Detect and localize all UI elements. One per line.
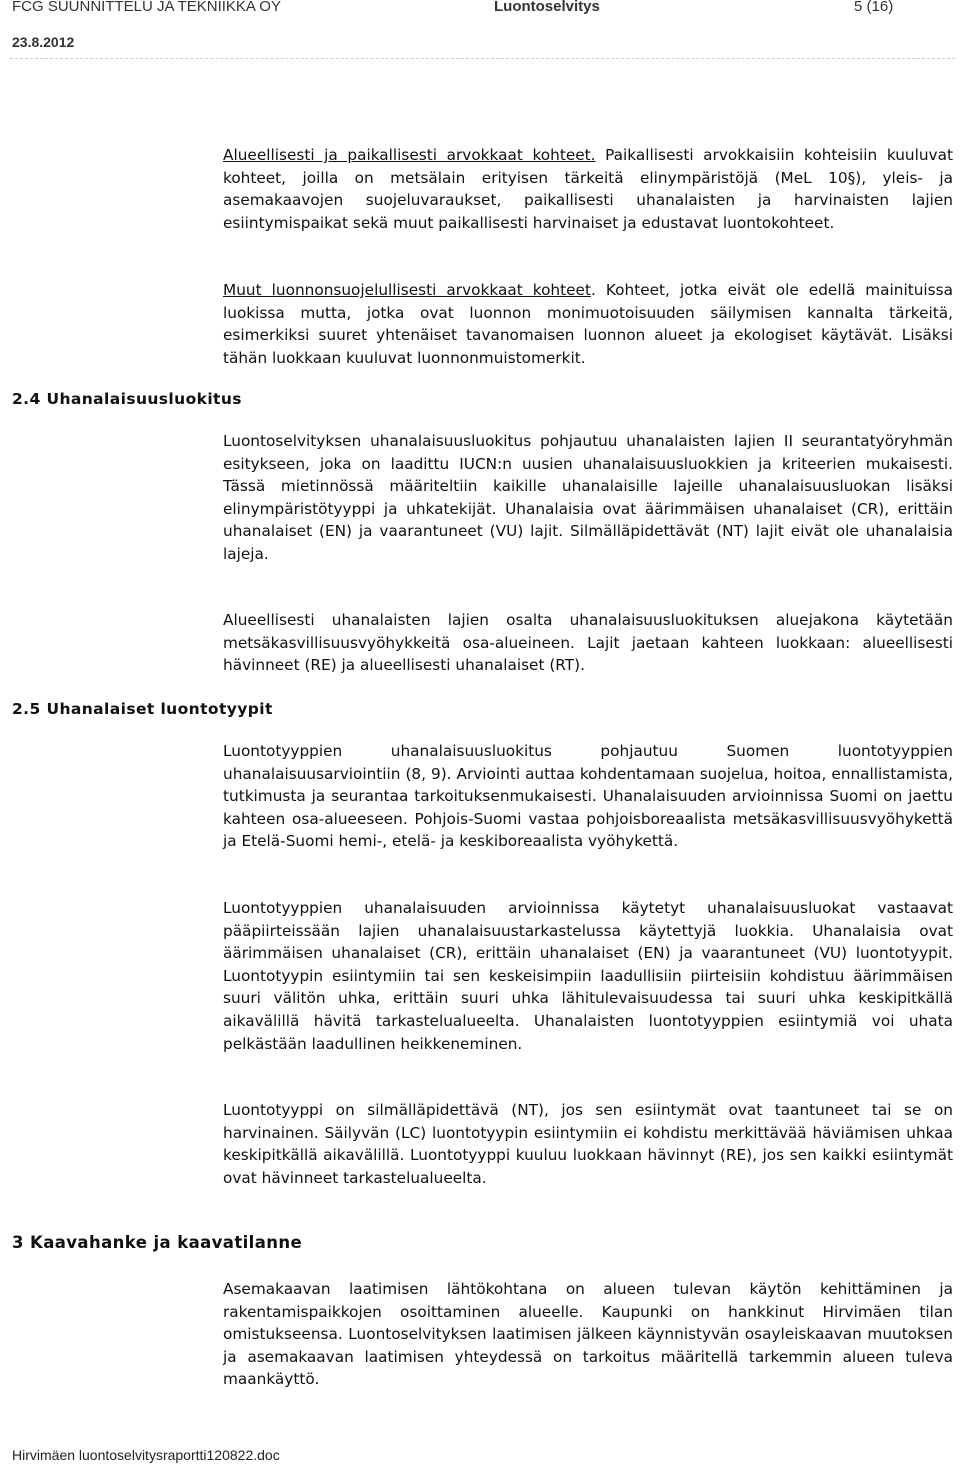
paragraph-other-valuable-body: . Kohteet, jotka eivät ole edellä mainituissa luokissa mutta, jotka ovat luonnon monimuotoisuuden säilymisen kannalta tärkeitä, esimerkiksi suuret yhtenäiset tavanomaisen luonnon alueet ja ekologiset käytävät. Lisäksi tähän luokkaan kuuluvat luonnonmuistomerkit. <box>223 281 953 367</box>
paragraph-other-valuable <box>223 279 953 369</box>
paragraph-habitat-categories: Luontotyyppien uhanalaisuuden arvioinnissa käytetyt uhanalaisuusluokat vastaavat pääpiirteissään lajien uhanalaisuustarkastelussa käytettyjä luokkia. Uhanalaisia ovat äärimmäisen uhanalaiset (CR), erittäin uhanalaiset (EN) ja vaarantuneet (VU) luontotyypit. Luontotyypin esiintymiin tai sen keskeisimpiin laadullisiin piirteisiin kohdistuu äärimmäisen suuri välitön uhka, erittäin suuri uhka lähitulevaisuudessa tai suuri uhka keskipitkällä aikavälillä hävitä tarkastelualueelta. Uhanalaisten luontotyyppien esiintymiä voi uhata pelkästään laadullinen heikkeneminen. <box>223 899 953 1053</box>
paragraph-habitat-nt: Luontotyyppi on silmälläpidettävä (NT), jos sen esiintymät ovat taantuneet tai se on harvinainen. Säilyvän (LC) luontotyypin esiintymiin ei kohdistu merkittävää häviämisen uhkaa keskipitkällä aikavälillä. Luontotyyppi kuuluu luokkaan hävinnyt (RE), jos sen kaikki esiintymät ovat hävinneet tarkastelualueelta. <box>223 1101 953 1187</box>
paragraph-local-valuable-title: Alueellisesti ja paikallisesti arvokkaat kohteet. <box>223 146 596 164</box>
heading-3: 3 Kaavahanke ja kaavatilanne <box>12 1233 303 1252</box>
paragraph-other-valuable-title: Muut luonnonsuojelullisesti arvokkaat kohteet <box>223 281 591 299</box>
heading-2-4: 2.4 Uhanalaisuusluokitus <box>12 390 242 408</box>
page-number: 5 (16) <box>854 0 894 15</box>
header-divider <box>10 58 955 59</box>
paragraph-local-valuable <box>223 144 953 234</box>
heading-2-5: 2.5 Uhanalaiset luontotyypit <box>12 700 273 718</box>
paragraph-zoning: Asemakaavan laatimisen lähtökohtana on alueen tulevan käytön kehittäminen ja rakentamispaikkojen osoittaminen alueelle. Kaupunki on hankkinut Hirvimäen tilan omistukseensa. Luontoselvityksen laatimisen jälkeen käynnistyvän osayleiskaavan muutoksen ja asemakaavan laatimisen yhteydessä on tarkoitus määritellä tarkemmin alueen tuleva maankäyttö. <box>223 1280 953 1389</box>
document-title: Luontoselvitys <box>494 0 600 15</box>
paragraph-regional-species: Alueellisesti uhanalaisten lajien osalta uhanalaisuusluokituksen aluejakona käytetään metsäkasvillisuusvyöhykkeitä osa-alueineen. Lajit jaetaan kahteen luokkaan: alueellisesti hävinneet (RE) ja alueellisesti uhanalaiset (RT). <box>223 611 953 675</box>
paragraph-habitat-classification: Luontotyyppien uhanalaisuusluokitus pohjautuu Suomen luontotyyppien uhanalaisuusarviointiin (8, 9). Arviointi auttaa kohdentamaan suojelua, hoitoa, ennallistamista, tutkimusta ja seurantaa tarkoituksenmukaisesti. Uhanalaisuuden arvioinnissa Suomi on jaettu kahteen osa-alueeseen. Pohjois-Suomi vastaa pohjoisboreaalista metsäkasvillisuusvyöhykettä ja Etelä-Suomi hemi-, etelä- ja keskiboreaalista vyöhykettä. <box>223 742 953 851</box>
paragraph-local-valuable-body: Paikallisesti arvokkaisiin kohteisiin kuuluvat kohteet, joilla on metsälain erityisen tärkeitä elinympäristöjä (MeL 10§), yleis- ja asemakaavojen suojeluvaraukset, paikallisesti uhanalaisten ja harvinaisten lajien esiintymispaikat sekä muut paikallisesti harvinaiset ja edustavat luontokohteet. <box>223 146 953 232</box>
document-date: 23.8.2012 <box>12 34 75 50</box>
footer-filename: Hirvimäen luontoselvitysraportti120822.doc <box>12 1447 280 1463</box>
company-name: FCG SUUNNITTELU JA TEKNIIKKA OY <box>12 0 281 15</box>
paragraph-species-classification: Luontoselvityksen uhanalaisuusluokitus pohjautuu uhanalaisten lajien II seurantatyöryhmän esitykseen, joka on laadittu IUCN:n uusien uhanalaisuusluokkien ja kriteerien mukaisesti. Tässä mietinnössä määriteltiin kaikille uhanalaisille lajeille uhanalaisuusluokan lisäksi elinympäristötyyppi ja uhkatekijät. Uhanalaisia ovat äärimmäisen uhanalaiset (CR), erittäin uhanalaiset (EN) ja vaarantuneet (VU) lajit. Silmälläpidettävät (NT) lajit eivät ole uhanalaisia lajeja. <box>223 432 953 563</box>
page-header <box>0 0 960 60</box>
